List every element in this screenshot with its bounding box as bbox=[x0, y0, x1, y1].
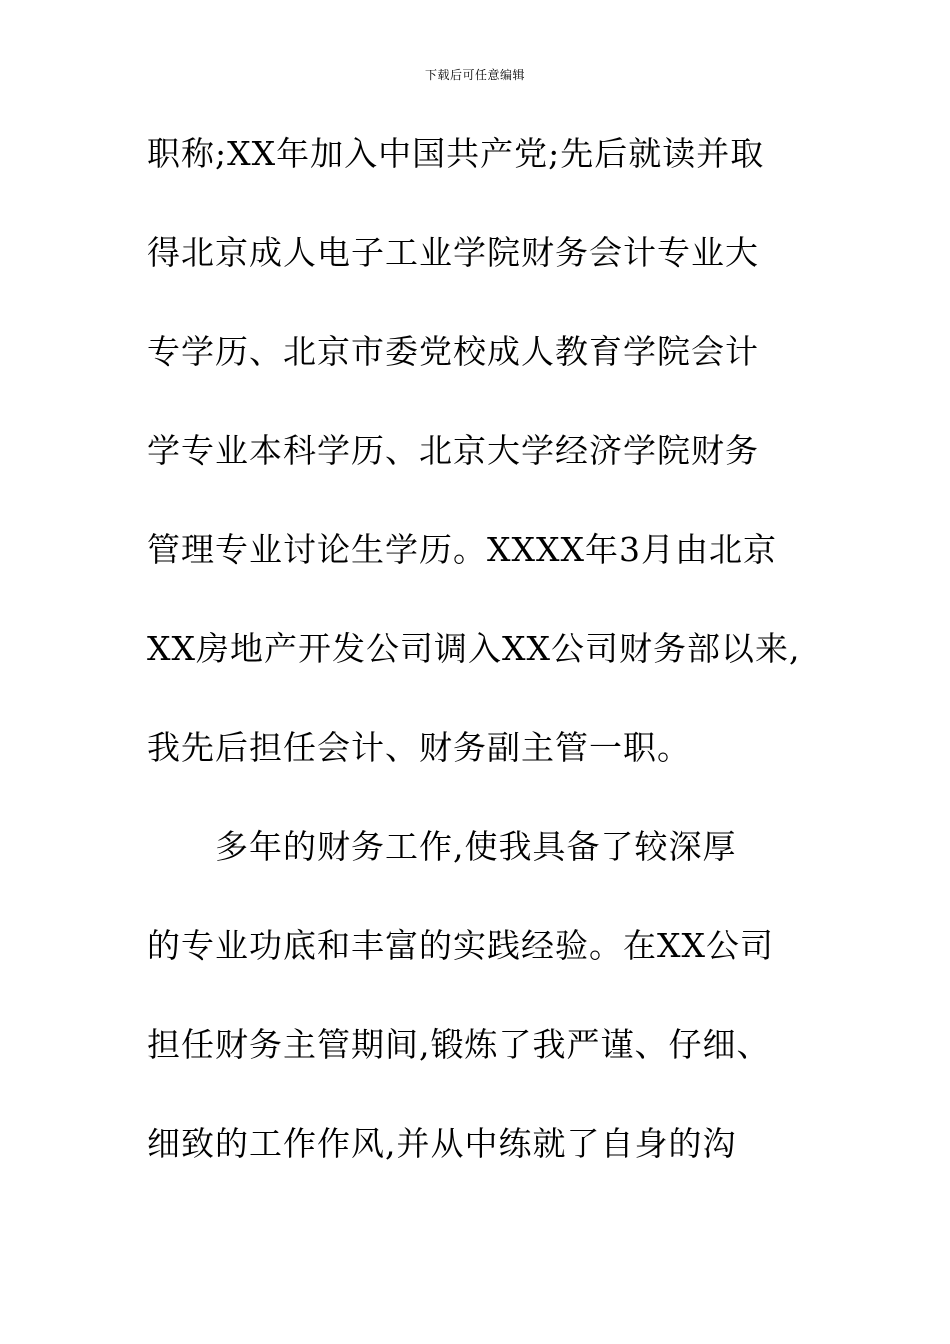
body-line-10: 担任财务主管期间,锻炼了我严谨、仔细、 bbox=[147, 1025, 771, 1064]
body-line-3: 专学历、北京市委党校成人教育学院会计 bbox=[147, 332, 759, 371]
body-line-8: 多年的财务工作,使我具备了较深厚 bbox=[215, 827, 737, 866]
body-line-6: XX房地产开发公司调入XX公司财务部以来, bbox=[147, 629, 801, 668]
body-line-7: 我先后担任会计、财务副主管一职。 bbox=[147, 728, 691, 767]
body-line-5: 管理专业讨论生学历。XXXX年3月由北京 bbox=[147, 530, 777, 569]
body-line-2: 得北京成人电子工业学院财务会计专业大 bbox=[147, 233, 759, 272]
body-line-9: 的专业功底和丰富的实践经验。在XX公司 bbox=[147, 926, 774, 965]
body-line-11: 细致的工作作风,并从中练就了自身的沟 bbox=[147, 1124, 737, 1163]
body-line-1: 职称;XX年加入中国共产党;先后就读并取 bbox=[147, 134, 765, 173]
header-note: 下载后可任意编辑 bbox=[424, 68, 525, 82]
body-line-4: 学专业本科学历、北京大学经济学院财务 bbox=[147, 431, 759, 470]
